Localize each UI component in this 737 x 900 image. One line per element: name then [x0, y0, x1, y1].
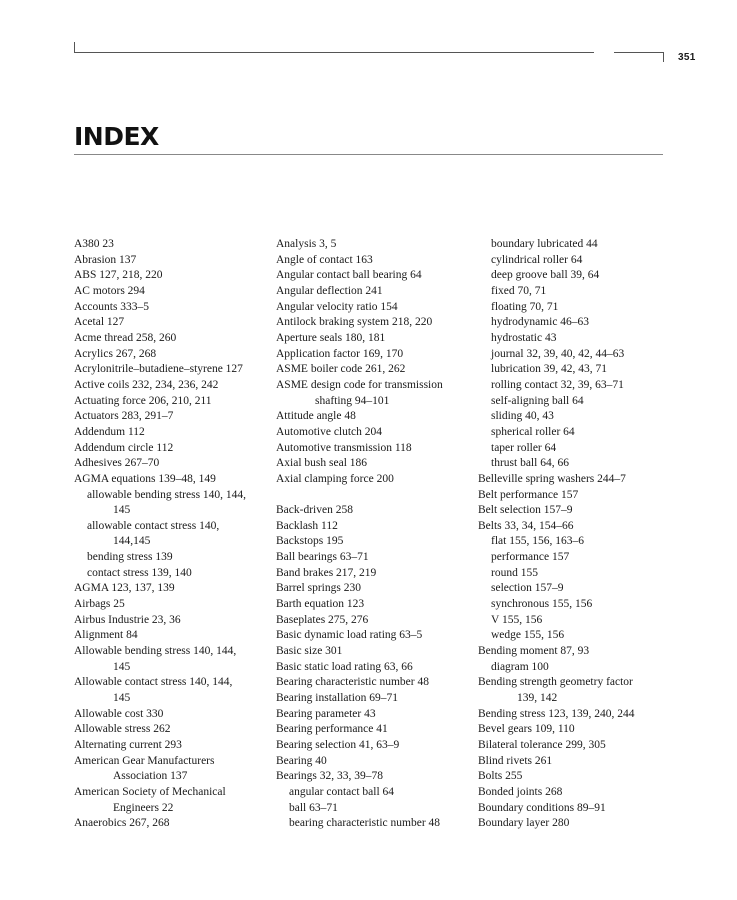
index-entry-continuation: 145 [113, 504, 131, 517]
index-entry: AGMA equations 139–48, 149 [74, 472, 216, 485]
index-entry: A380 23 [74, 238, 114, 250]
index-entry: Automotive clutch 204 [276, 425, 383, 438]
index-column-1 [74, 237, 274, 832]
index-subentry: flat 155, 156, 163–6 [491, 535, 584, 548]
index-entry: Belts 33, 34, 154–66 [478, 519, 574, 532]
index-subentry: cylindrical roller 64 [491, 253, 583, 266]
index-entry: Angle of contact 163 [276, 253, 373, 266]
index-entry: Aperture seals 180, 181 [276, 331, 386, 344]
index-subentry: contact stress 139, 140 [87, 566, 192, 579]
index-entry-continuation: 145 [113, 660, 131, 673]
index-entry: Basic static load rating 63, 66 [276, 660, 413, 673]
index-entry: Angular velocity ratio 154 [276, 300, 398, 313]
index-column-2 [276, 237, 476, 832]
index-subentry: lubrication 39, 42, 43, 71 [491, 363, 607, 376]
index-subentry: wedge 155, 156 [491, 629, 565, 642]
index-entry: Allowable stress 262 [74, 723, 171, 736]
index-subentry: sliding 40, 43 [491, 410, 554, 423]
index-entry: Bevel gears 109, 110 [478, 723, 575, 736]
index-entry: Axial clamping force 200 [276, 472, 394, 485]
index-entry: Bending stress 123, 139, 240, 244 [478, 707, 635, 720]
index-entry: Adhesives 267–70 [74, 457, 160, 470]
index-entry: Bolts 255 [478, 770, 523, 783]
index-entry: Airbags 25 [74, 598, 125, 611]
index-entry: Ball bearings 63–71 [276, 551, 369, 564]
index-entry: Angular contact ball bearing 64 [276, 269, 422, 282]
index-entry: Angular deflection 241 [276, 284, 383, 297]
index-entry: Boundary layer 280 [478, 817, 570, 830]
index-entry: Bearing selection 41, 63–9 [276, 738, 400, 751]
index-subentry: bending stress 139 [87, 551, 173, 564]
index-subentry: floating 70, 71 [491, 300, 559, 313]
index-entry: Actuating force 206, 210, 211 [74, 394, 212, 407]
index-entry: Barth equation 123 [276, 598, 365, 611]
index-entry: Accounts 333–5 [74, 300, 150, 313]
index-subentry: V 155, 156 [491, 613, 543, 626]
index-entry: Boundary conditions 89–91 [478, 801, 606, 814]
index-entry: Bearing characteristic number 48 [276, 676, 429, 689]
index-entry: Bearings 32, 33, 39–78 [276, 770, 384, 783]
index-entry: Bearing installation 69–71 [276, 692, 399, 705]
index-entry: Active coils 232, 234, 236, 242 [74, 378, 219, 391]
index-subentry: deep groove ball 39, 64 [491, 269, 600, 282]
index-entry: Axial bush seal 186 [276, 457, 368, 470]
index-entry: Bearing 40 [276, 754, 327, 767]
index-subentry: diagram 100 [491, 660, 549, 673]
index-subentry: hydrostatic 43 [491, 331, 557, 344]
index-entry: AGMA 123, 137, 139 [74, 582, 175, 595]
index-entry-continuation: 144,145 [113, 535, 151, 548]
header-rule-right [614, 52, 664, 53]
index-entry: Belleville spring washers 244–7 [478, 472, 626, 485]
index-entry: Anaerobics 267, 268 [74, 817, 170, 830]
index-entry: Band brakes 217, 219 [276, 566, 377, 579]
index-entry: American Society of Mechanical [74, 785, 226, 798]
index-entry: American Gear Manufacturers [74, 754, 215, 767]
index-entry: Application factor 169, 170 [276, 347, 404, 360]
index-entry: ASME design code for transmission [276, 378, 443, 391]
index-entry: Acrylonitrile–butadiene–styrene 127 [74, 363, 243, 376]
index-subentry: fixed 70, 71 [491, 284, 547, 297]
index-subentry: ball 63–71 [289, 801, 338, 814]
index-entry: Antilock braking system 218, 220 [276, 316, 433, 329]
index-entry: Bilateral tolerance 299, 305 [478, 739, 606, 751]
index-subentry: performance 157 [491, 551, 570, 564]
index-entry-continuation: Association 137 [113, 770, 188, 783]
index-entry: Belt selection 157–9 [478, 504, 573, 517]
index-entry: AC motors 294 [74, 284, 145, 297]
index-entry: ABS 127, 218, 220 [74, 269, 163, 282]
index-entry: Automotive transmission 118 [276, 441, 412, 454]
index-entry: Allowable bending stress 140, 144, [74, 645, 237, 658]
index-entry: Attitude angle 48 [276, 410, 356, 423]
index-entry: Bearing parameter 43 [276, 707, 376, 720]
index-entry: Acme thread 258, 260 [74, 331, 177, 344]
index-subentry: bearing characteristic number 48 [289, 817, 441, 830]
index-entry: Baseplates 275, 276 [276, 613, 369, 626]
index-entry: Airbus Industrie 23, 36 [74, 613, 181, 626]
header-rule-left [74, 52, 594, 53]
index-subentry: thrust ball 64, 66 [491, 457, 569, 470]
index-entry: Basic size 301 [276, 645, 343, 658]
index-subentry: boundary lubricated 44 [491, 238, 598, 250]
index-entry: Actuators 283, 291–7 [74, 410, 174, 423]
index-entry: Abrasion 137 [74, 253, 137, 266]
index-entry-continuation: shafting 94–101 [315, 394, 390, 407]
index-entry: Bending moment 87, 93 [478, 645, 590, 658]
index-entry: Bending strength geometry factor [478, 676, 633, 689]
index-entry-continuation: Engineers 22 [113, 801, 174, 814]
index-entry: Allowable contact stress 140, 144, [74, 676, 233, 689]
index-column-3 [478, 237, 668, 832]
index-subentry: spherical roller 64 [491, 425, 575, 438]
title-rule [74, 154, 663, 155]
index-subentry: allowable bending stress 140, 144, [87, 488, 247, 501]
index-subentry: self-aligning ball 64 [491, 394, 584, 407]
index-subentry: taper roller 64 [491, 441, 557, 454]
index-gap [276, 488, 476, 504]
index-entry: Addendum circle 112 [74, 441, 174, 454]
index-subentry: allowable contact stress 140, [87, 519, 220, 532]
index-subentry: rolling contact 32, 39, 63–71 [491, 378, 624, 391]
index-entry: Bonded joints 268 [478, 785, 563, 798]
index-entry-continuation: 139, 142 [517, 692, 558, 705]
index-entry: Blind rivets 261 [478, 754, 553, 767]
index-entry: Backlash 112 [276, 519, 338, 532]
index-entry: Back-driven 258 [276, 504, 353, 517]
page-number: 351 [678, 52, 696, 63]
index-entry-continuation: 145 [113, 692, 131, 705]
index-entry: ASME boiler code 261, 262 [276, 363, 406, 376]
index-entry: Acrylics 267, 268 [74, 347, 157, 360]
index-subentry: journal 32, 39, 40, 42, 44–63 [491, 347, 625, 360]
index-entry: Bearing performance 41 [276, 723, 388, 736]
index-entry: Barrel springs 230 [276, 582, 361, 595]
index-subentry: hydrodynamic 46–63 [491, 316, 590, 329]
index-entry: Alignment 84 [74, 629, 138, 642]
page-title: INDEX [74, 122, 159, 151]
index-subentry: angular contact ball 64 [289, 785, 395, 798]
header-rule-tick-right [663, 52, 664, 62]
index-entry: Acetal 127 [74, 316, 125, 329]
index-subentry: selection 157–9 [491, 582, 564, 595]
index-entry: Basic dynamic load rating 63–5 [276, 629, 423, 642]
index-entry: Backstops 195 [276, 535, 344, 548]
index-entry: Allowable cost 330 [74, 707, 164, 720]
index-entry: Addendum 112 [74, 425, 145, 438]
index-entry: Alternating current 293 [74, 739, 182, 751]
index-entry: Belt performance 157 [478, 488, 579, 501]
index-subentry: round 155 [491, 566, 538, 579]
index-entry: Analysis 3, 5 [276, 238, 337, 250]
index-subentry: synchronous 155, 156 [491, 598, 593, 611]
